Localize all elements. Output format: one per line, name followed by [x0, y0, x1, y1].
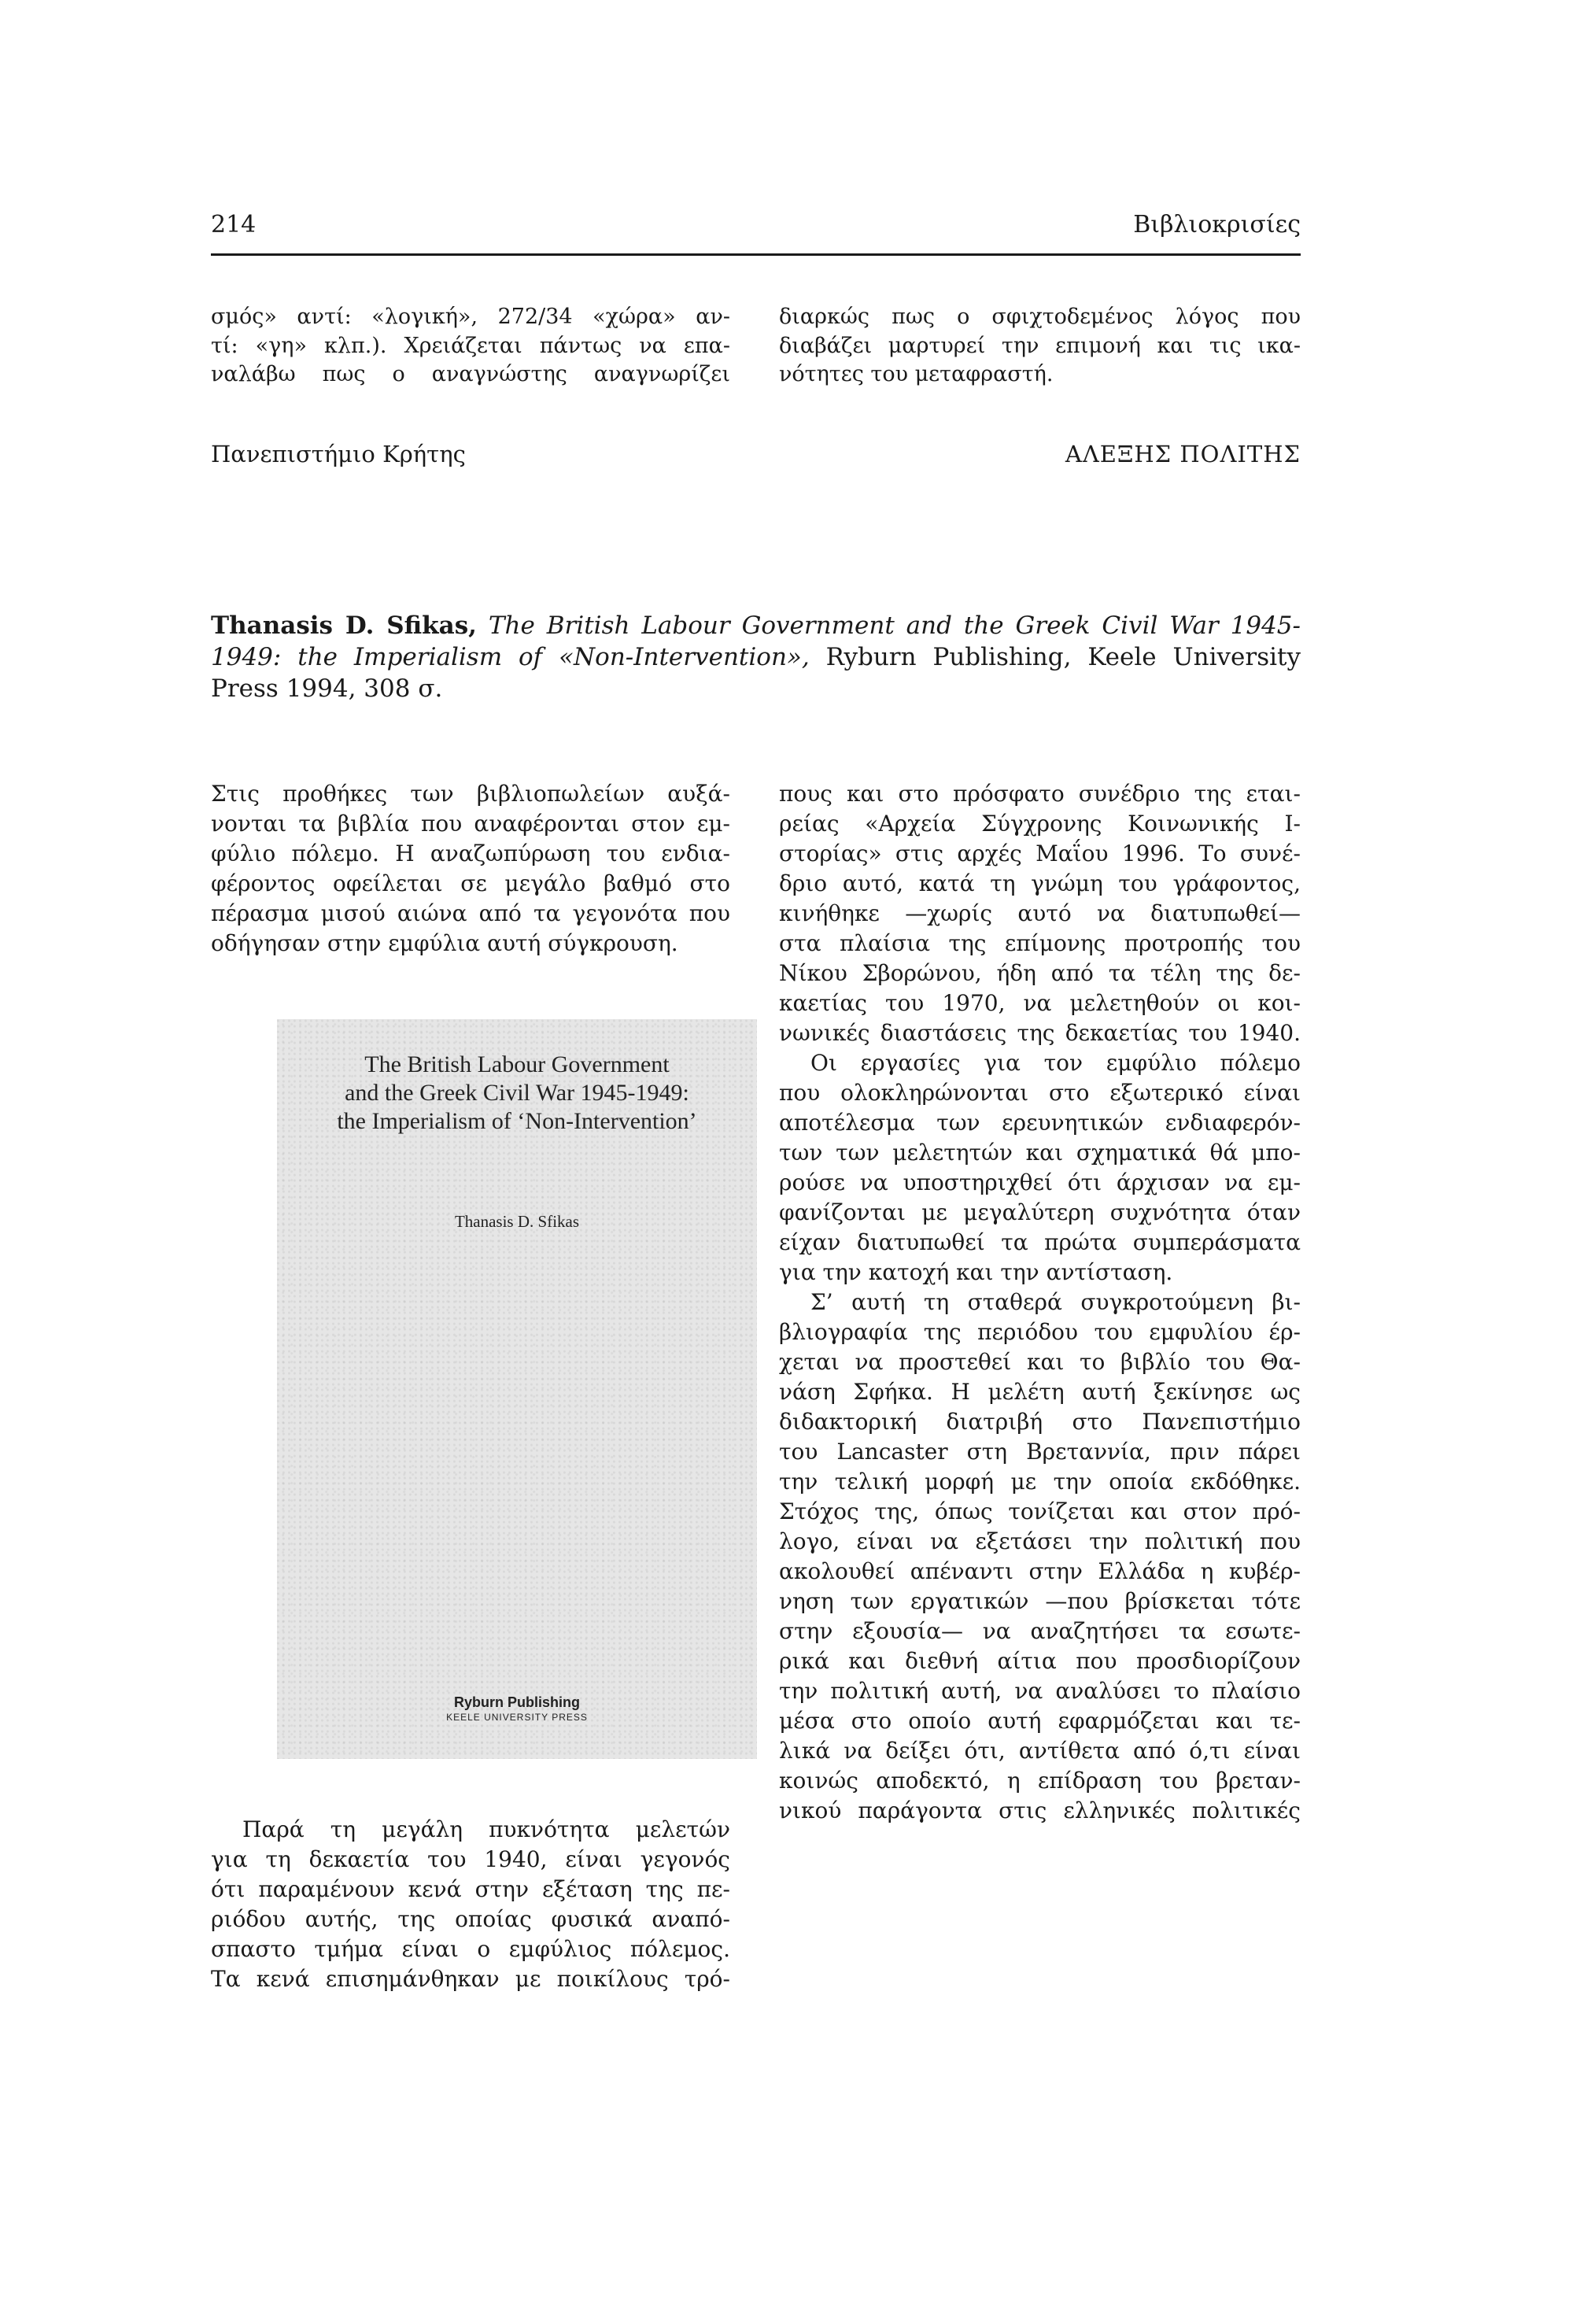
text-line: κινήθηκε —χωρίς αυτό να διατυπωθεί—: [779, 900, 1301, 926]
text-line: είχαν διατυπωθεί τα πρώτα συμπεράσματα: [779, 1229, 1301, 1255]
text-line: διαρκώς πως ο σφιχτοδεμένος λόγος που: [779, 305, 1301, 329]
cover-title-line: The British Labour Government: [364, 1051, 670, 1077]
text-line: πέρασμα μισού αιώνα από τα γεγονότα που: [211, 900, 730, 926]
text-line: λικά να δείξει ότι, αντίθετα από ό,τι είναι: [779, 1738, 1301, 1764]
reviewer-affiliation: Πανεπιστήμιο Κρήτης: [211, 441, 466, 467]
text-line: οδήγησαν στην εμφύλια αυτή σύγκρουση.: [211, 930, 678, 956]
text-line: τί: «γη» κλπ.). Χρειάζεται πάντως να επα-: [211, 333, 730, 358]
running-head: Βιβλιοκρισίες: [1133, 211, 1301, 238]
text-line: την τελική μορφή με την οποία εκδόθηκε.: [779, 1469, 1301, 1495]
text-line: πους και στο πρόσφατο συνέδριο της εται-: [779, 781, 1301, 807]
text-line: νηση των εργατικών —που βρίσκεται τότε: [779, 1588, 1301, 1614]
cover-author: Thanasis D. Sfikas: [454, 1212, 580, 1231]
cover-press: KEELE UNIVERSITY PRESS: [446, 1712, 588, 1723]
page-header: [211, 211, 1301, 258]
text-line: φέροντος οφείλεται σε μεγάλο βαθμό στο: [211, 870, 730, 896]
text-line: σμός» αντί: «λογική», 272/34 «χώρα» αν-: [211, 305, 730, 329]
text-line: βλιογραφία της περιόδου του εμφυλίου έρ-: [779, 1319, 1301, 1345]
text-line: του Lancaster στη Βρεταννία, πριν πάρει: [779, 1439, 1301, 1465]
text-line: Σ’ αυτή τη σταθερά συγκροτούμενη βι-: [810, 1289, 1301, 1315]
text-line: νότητες του μεταφραστή.: [779, 362, 1054, 386]
text-line: ρείας «Αρχεία Σύγχρονης Κοινωνικής Ι-: [779, 811, 1301, 837]
text-line: ρικά και διεθνή αίτια που προσδιορίζουν: [779, 1648, 1301, 1674]
text-line: διαβάζει μαρτυρεί την επιμονή και τις ικα-: [779, 333, 1301, 358]
text-line: στην εξουσία— να αναζητήσει τα εσωτε-: [779, 1618, 1301, 1644]
text-line: χεται να προστεθεί και το βιβλίο του Θα-: [779, 1349, 1301, 1375]
text-line: ακολουθεί απέναντι στην Ελλάδα η κυβέρ-: [779, 1558, 1301, 1584]
text-line: νάση Σφήκα. Η μελέτη αυτή ξεκίνησε ως: [779, 1379, 1301, 1405]
citation-author: Thanasis D. Sfikas,: [211, 611, 477, 640]
cover-title-line: the Imperialism of ‘Non-Intervention’: [337, 1108, 697, 1134]
text-line: ναλάβω πως ο αναγνώστης αναγνωρίζει: [211, 362, 730, 386]
text-line: στα πλαίσια της επίμονης προτροπής του: [779, 930, 1301, 956]
text-line: αποτέλεσμα των ερευνητικών ενδιαφερόν-: [779, 1110, 1301, 1136]
text-line: Οι εργασίες για τον εμφύλιο πόλεμο: [810, 1050, 1301, 1076]
text-line: σπαστο τμήμα είναι ο εμφύλιος πόλεμος.: [211, 1936, 730, 1962]
text-line: νονται τα βιβλία που αναφέρονται στον εμ-: [211, 811, 730, 837]
text-line: μέσα στο οποίο αυτή εφαρμόζεται και τε-: [779, 1708, 1301, 1734]
text-line: νωνικές διαστάσεις της δεκαετίας του 1940.: [779, 1020, 1301, 1046]
text-line: Τα κενά επισημάνθηκαν με ποικίλους τρό-: [211, 1966, 730, 1992]
citation-title-part-2: 1949: the Imperialism of «Non-Intervention»,: [211, 643, 810, 671]
citation-title-part-1: The British Labour Government and the Greek Civil War 1945-: [488, 611, 1301, 640]
book-cover-image: [277, 1019, 757, 1759]
text-line: Νίκου Σβορώνου, ήδη από τα τέλη της δε-: [779, 960, 1301, 986]
reviewer-signature: ΑΛΕΞΗΣ ΠΟΛΙΤΗΣ: [1065, 441, 1301, 467]
text-line: διδακτορική διατριβή στο Πανεπιστήμιο: [779, 1409, 1301, 1435]
text-line: ότι παραμένουν κενά στην εξέταση της πε-: [211, 1876, 730, 1902]
text-line: για την κατοχή και την αντίσταση.: [779, 1259, 1173, 1285]
header-rule: [211, 253, 1301, 256]
text-line: φανίζονται με μεγαλύτερη συχνότητα όταν: [779, 1199, 1301, 1225]
text-line: στορίας» στις αρχές Μαΐου 1996. Το συνέ-: [779, 841, 1301, 866]
citation-line-2: [211, 641, 1301, 673]
text-line: Παρά τη μεγάλη πυκνότητα μελετών: [242, 1816, 730, 1842]
text-line: ρούσε να υποστηριχθεί ότι άρχισαν να εμ-: [779, 1169, 1301, 1195]
text-line: Στις προθήκες των βιβλιοπωλείων αυξά-: [211, 781, 730, 807]
text-line: για τη δεκαετία του 1940, είναι γεγονός: [211, 1846, 730, 1872]
cover-publisher: Ryburn Publishing: [454, 1694, 580, 1710]
text-line: ριόδου αυτής, της οποίας φυσικά αναπό-: [211, 1906, 730, 1932]
previous-review-right-column: [779, 303, 1301, 390]
cover-title-line: and the Greek Civil War 1945-1949:: [345, 1080, 689, 1106]
text-line: φύλιο πόλεμο. Η αναζωπύρωση του ενδια-: [211, 841, 730, 866]
book-citation: [211, 610, 1301, 704]
text-line: δριο αυτό, κατά τη γνώμη του γράφοντος,: [779, 870, 1301, 896]
page-number: 214: [211, 211, 257, 238]
citation-line-3: Press 1994, 308 σ.: [211, 674, 443, 703]
review-left-column-bottom: [211, 1815, 730, 1994]
citation-publisher: Ryburn Publishing, Keele University: [809, 643, 1301, 671]
text-line: των των μελετητών και σχηματικά θά μπο-: [779, 1140, 1301, 1166]
text-line: την πολιτική αυτή, να αναλύσει το πλαίσιο: [779, 1678, 1301, 1704]
review-right-column: [779, 779, 1301, 1826]
review-left-column-top: [211, 779, 730, 959]
text-line: Στόχος της, όπως τονίζεται και στον πρό-: [779, 1498, 1301, 1524]
text-line: νικού παράγοντα στις ελληνικές πολιτικές: [779, 1797, 1301, 1823]
text-line: καετίας του 1970, να μελετηθούν οι κοι-: [779, 990, 1301, 1016]
citation-line-1: [211, 610, 1301, 641]
cover-title: [277, 1051, 757, 1136]
text-line: λογο, είναι να εξετάσει την πολιτική που: [779, 1528, 1301, 1554]
text-line: κοινώς αποδεκτό, η επίδραση του βρεταν-: [779, 1768, 1301, 1794]
text-line: που ολοκληρώνονται στο εξωτερικό είναι: [779, 1080, 1301, 1106]
previous-review-left-column: [211, 303, 730, 390]
